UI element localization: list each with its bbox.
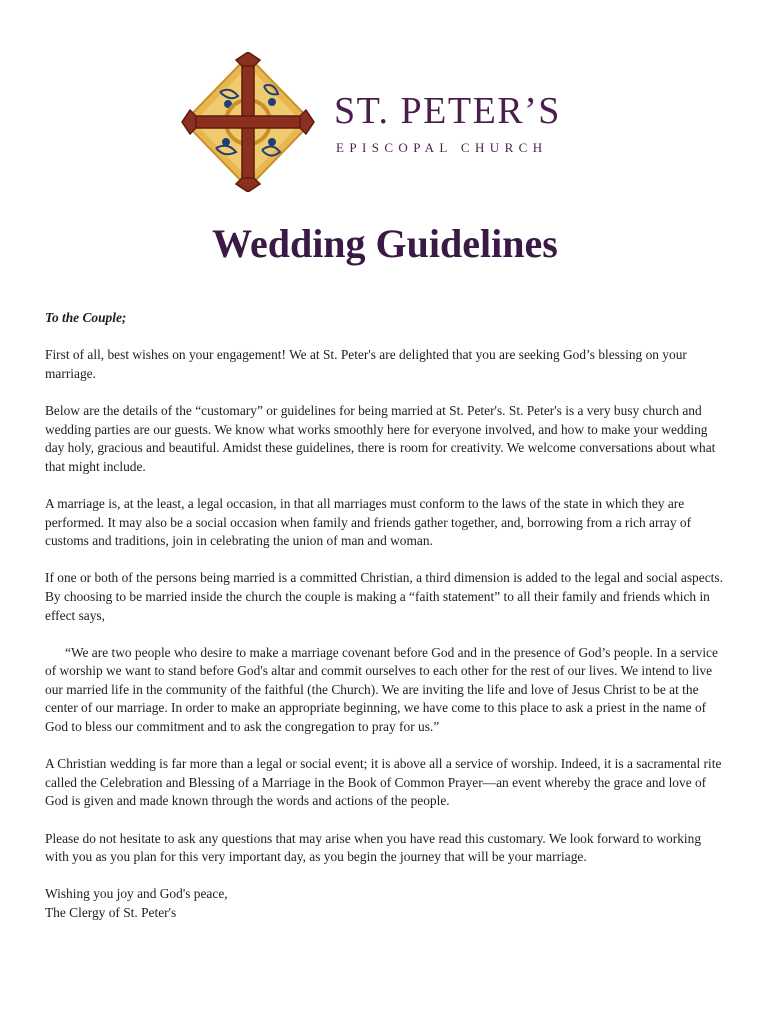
signature-line: The Clergy of St. Peter's	[45, 905, 177, 920]
paragraph: If one or both of the persons being married is a committed Christian, a third dimension is added to the legal and social aspects. By choosing to be married inside the church the couple is making a “faith statement” to all their family and friends which in effect says,	[45, 570, 723, 623]
paragraph: A marriage is, at the least, a legal occasion, in that all marriages must conform to the laws of the state in which they are performed. It may also be a social occasion when family and friends gather together, and, borrowing from a rich array of customs and traditions, join in celebrating the union of man and woman.	[45, 495, 692, 549]
paragraph: Please do not hesitate to ask any questions that may arise when you have read this customary. We look forward to working with you as you plan for this very important day, as you begin the journey that will be your marriage.	[45, 830, 702, 865]
salutation: To the Couple;	[45, 310, 127, 325]
church-name: ST. PETER’S	[334, 90, 561, 132]
page-title: Wedding Guidelines	[212, 221, 558, 266]
paragraph: First of all, best wishes on your engagement! We at St. Peter's are delighted that you are seeking God’s blessing on your marriage.	[45, 347, 687, 381]
celtic-cross-logo-icon	[180, 52, 316, 192]
church-subtitle: EPISCOPAL CHURCH	[336, 140, 548, 155]
block-quote: “We are two people who desire to make a marriage covenant before God and in the presence of God’s people. In a service of worship we want to stand before God's altar and commit ourselves to each other for the rest of our lives. We intend to live our married life in the community of the faithful (the Church). We are inviting the life and love of Jesus Christ to be at the center of our marriage. In order to make an appropriate beginning, we have come to this place to ask a priest in the name of God to bless our commitment and to ask the congregation to pray for us.”	[45, 644, 718, 735]
closing-line: Wishing you joy and God's peace,	[45, 886, 228, 902]
letter-body	[45, 309, 725, 923]
signoff	[45, 885, 725, 922]
paragraph: Below are the details of the “customary” or guidelines for being married at St. Peter's. St. Peter's is a very busy church and wedding parties are our guests. We know what works smoothly here for everyone involved, and how to make your wedding day holy, gracious and beautiful. Amidst these guidelines, there is room for creativity. We welcome conversations about what that might include.	[45, 402, 716, 474]
paragraph: A Christian wedding is far more than a legal or social event; it is above all a service of worship. Indeed, it is a sacramental rite called the Celebration and Blessing of a Marriage in the Book of Common Prayer—an event whereby the grace and love of God is given and made known through the words and actions of the people.	[45, 756, 722, 809]
